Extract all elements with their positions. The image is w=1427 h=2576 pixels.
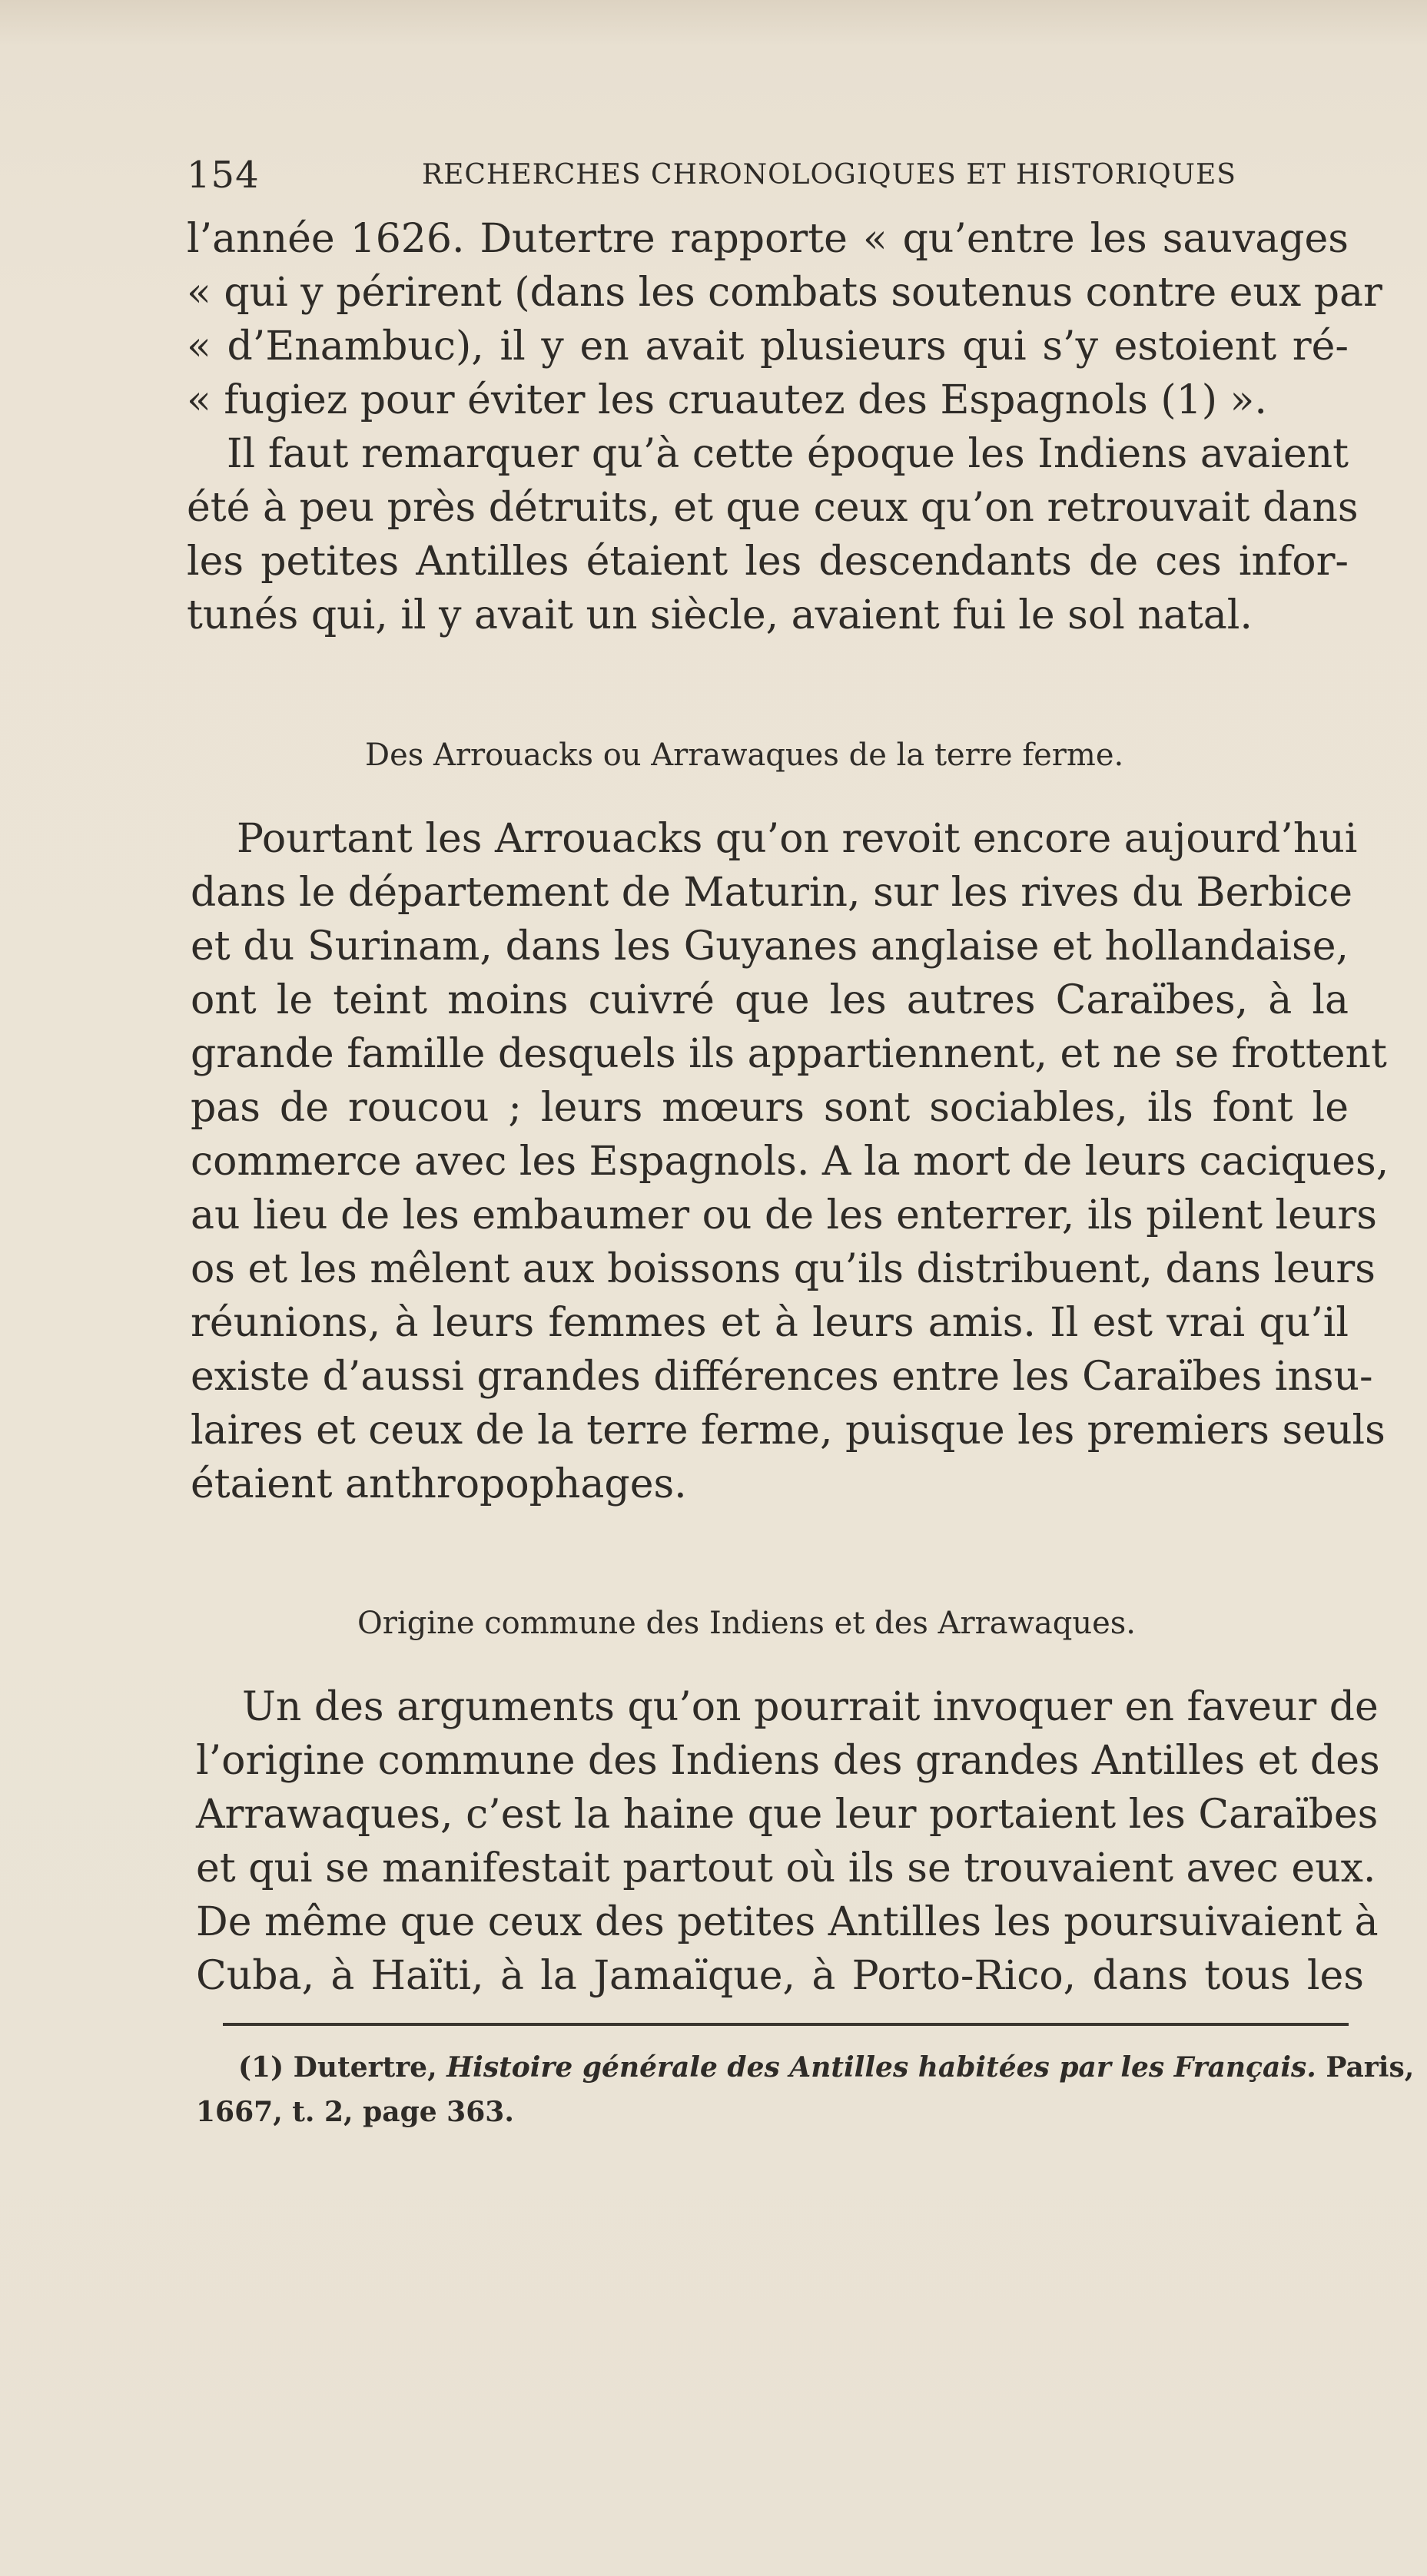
text-line: grande famille desquels ils appartiennent, et ne se frottent (191, 1031, 1387, 1077)
text-line: De même que ceux des petites Antilles les poursuivaient à (196, 1899, 1379, 1945)
text-line: Pourtant les Arrouacks qu’on revoit encore aujourd’hui (237, 816, 1358, 862)
text-line: Cuba, à Haïti, à la Jamaïque, à Porto-Rico, dans tous les (196, 1953, 1364, 1999)
text-line: Il faut remarquer qu’à cette époque les Indiens avaient (227, 431, 1349, 477)
footnote-details: 1667, t. 2, page 363. (196, 2096, 514, 2128)
text-line: réunions, à leurs femmes et à leurs amis. Il est vrai qu’il (191, 1300, 1349, 1346)
text-line: l’origine commune des Indiens des grandes Antilles et des (196, 1738, 1380, 1784)
footnote-marker: (1) (238, 2051, 284, 2084)
footnote-title: Histoire générale des Antilles habitées par les Français. (446, 2051, 1316, 2084)
text-line: étaient anthropophages. (191, 1461, 687, 1507)
text-line: et du Surinam, dans les Guyanes anglaise et hollandaise, (191, 923, 1349, 970)
text-line: pas de roucou ; leurs mœurs sont sociables, ils font le (191, 1085, 1349, 1131)
page-number: 154 (187, 154, 260, 197)
text-line: et qui se manifestait partout où ils se trouvaient avec eux. (196, 1845, 1376, 1891)
text-line: existe d’aussi grandes différences entre les Caraïbes insu- (191, 1354, 1373, 1400)
running-title: RECHERCHES CHRONOLOGIQUES ET HISTORIQUES (422, 159, 1236, 191)
text-line: tunés qui, il y avait un siècle, avaient fui le sol natal. (187, 592, 1253, 638)
text-line: dans le département de Maturin, sur les rives du Berbice (191, 870, 1353, 916)
running-head (187, 152, 1236, 198)
text-line: os et les mêlent aux boissons qu’ils distribuent, dans leurs (191, 1246, 1376, 1292)
text-line: les petites Antilles étaient les descendants de ces infor- (187, 539, 1349, 585)
text-line: « fugiez pour éviter les cruautez des Espagnols (1) ». (187, 377, 1267, 423)
text-line: ont le teint moins cuivré que les autres Caraïbes, à la (191, 977, 1349, 1023)
section-heading: Origine commune des Indiens et des Arrawaques. (357, 1606, 1136, 1641)
text-line: au lieu de les embaumer ou de les enterrer, ils pilent leurs (191, 1192, 1377, 1238)
text-line: « d’Enambuc), il y en avait plusieurs qui s’y estoient ré- (187, 323, 1349, 370)
text-line: Un des arguments qu’on pourrait invoquer en faveur de (242, 1684, 1379, 1730)
footnote-line (238, 2047, 1415, 2088)
footnote-rule (223, 2023, 1349, 2026)
text-line: été à peu près détruits, et que ceux qu’on retrouvait dans (187, 485, 1359, 531)
footnote-place: Paris, (1326, 2051, 1415, 2084)
text-line: « qui y périrent (dans les combats soutenus contre eux par (187, 270, 1382, 316)
section-heading: Des Arrouacks ou Arrawaques de la terre ferme. (365, 738, 1124, 773)
text-line: laires et ceux de la terre ferme, puisque les premiers seuls (191, 1407, 1386, 1454)
text-line: Arrawaques, c’est la haine que leur portaient les Caraïbes (196, 1792, 1379, 1838)
text-line: commerce avec les Espagnols. A la mort de leurs caciques, (191, 1139, 1389, 1185)
text-line: l’année 1626. Dutertre rapporte « qu’entre les sauvages (187, 216, 1349, 262)
footnote-author: Dutertre, (293, 2051, 437, 2084)
